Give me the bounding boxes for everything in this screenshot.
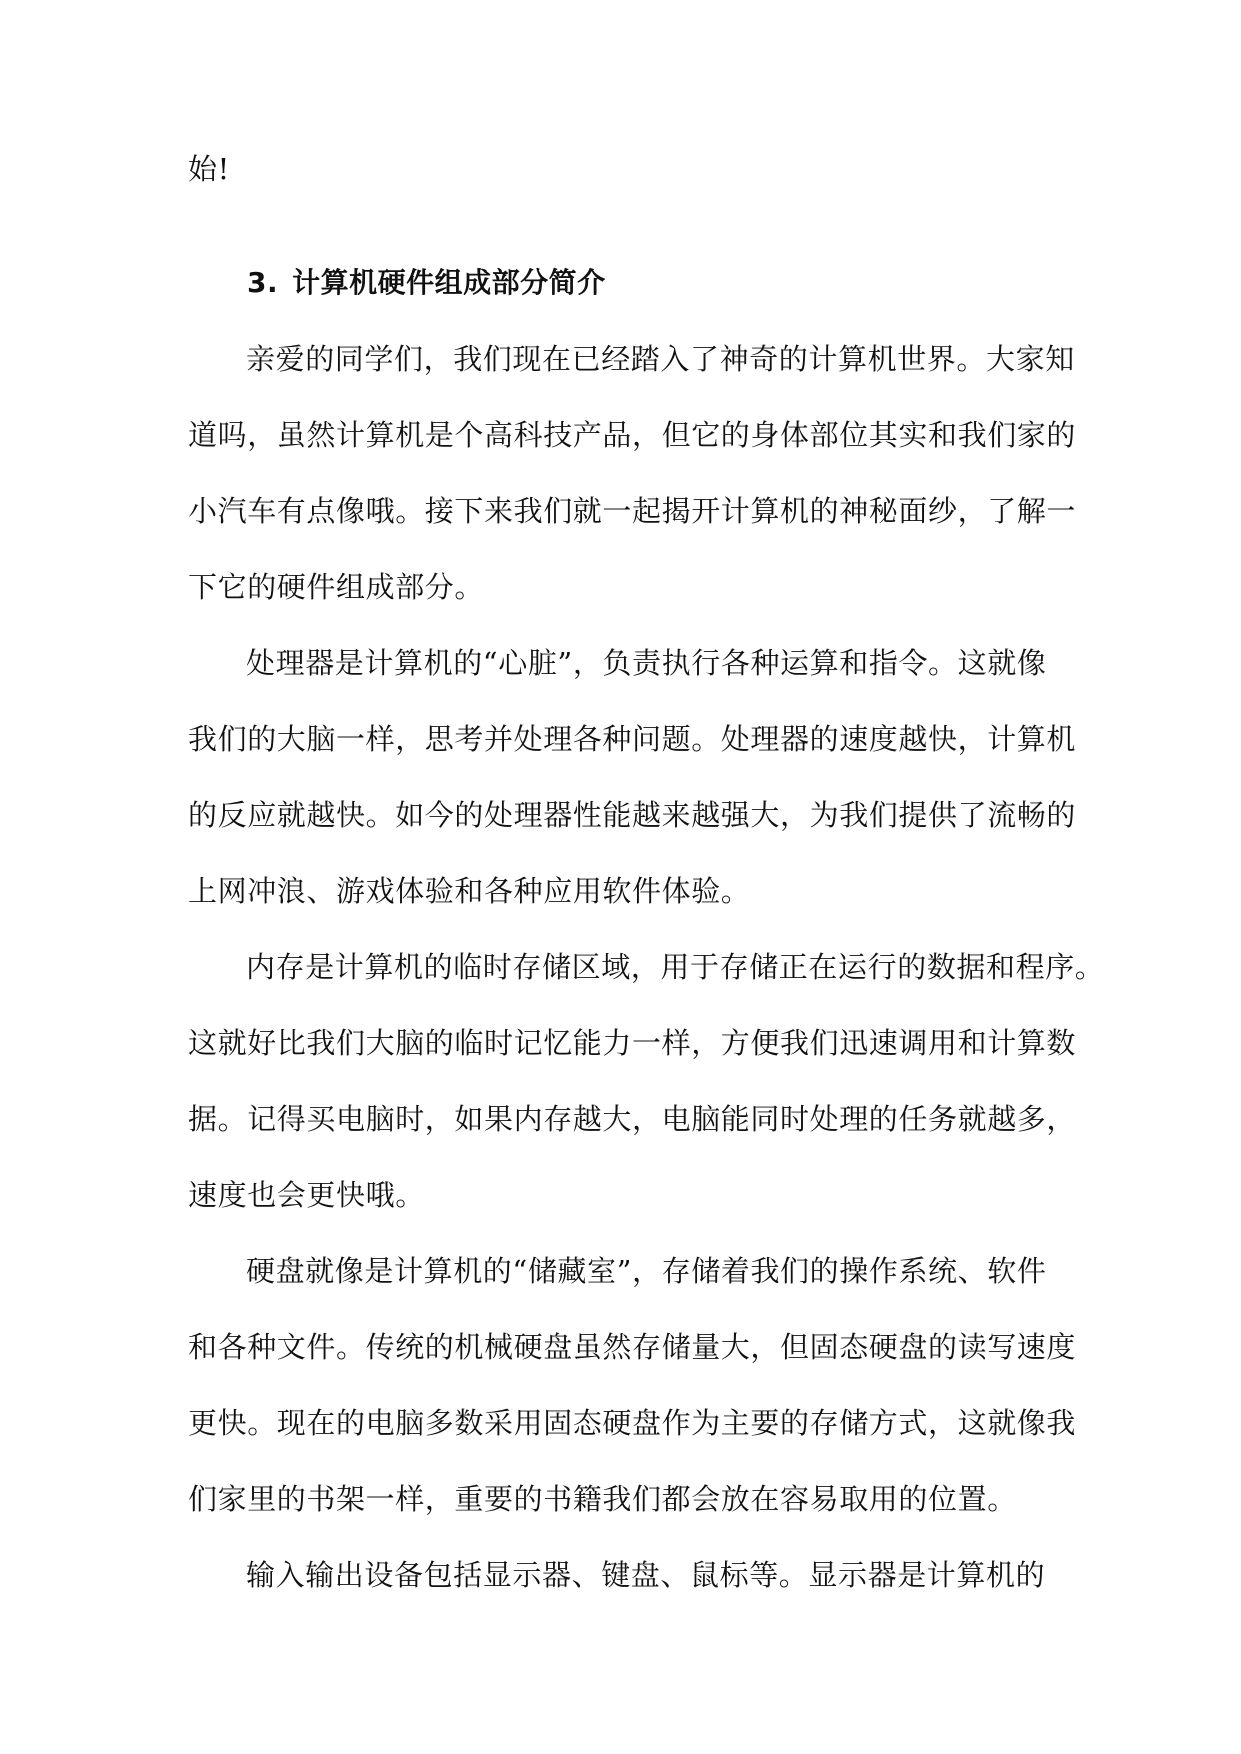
carryover-line: 始! — [188, 152, 230, 186]
paragraph-line: 们家里的书架一样，重要的书籍我们都会放在容易取用的位置。 — [188, 1482, 1017, 1516]
section-number: 3. — [247, 266, 279, 299]
paragraph-line: 更快。现在的电脑多数采用固态硬盘作为主要的存储方式，这就像我 — [188, 1406, 1077, 1440]
paragraph-first-line: 内存是计算机的临时存储区域，用于存储正在运行的数据和程序。 — [246, 950, 1105, 984]
paragraph-first-line: 亲爱的同学们，我们现在已经踏入了神奇的计算机世界。大家知 — [246, 342, 1075, 376]
paragraph-line: 道吗，虽然计算机是个高科技产品，但它的身体部位其实和我们家的 — [188, 418, 1077, 452]
paragraph-first-line: 处理器是计算机的“心脏”，负责执行各种运算和指令。这就像 — [246, 646, 1047, 680]
paragraph-line: 和各种文件。传统的机械硬盘虽然存储量大，但固态硬盘的读写速度 — [188, 1330, 1077, 1364]
page-body — [188, 146, 1105, 1613]
paragraph-line: 我们的大脑一样，思考并处理各种问题。处理器的速度越快，计算机 — [188, 722, 1077, 756]
section-heading — [188, 245, 1060, 321]
body-text — [188, 321, 1105, 1613]
paragraph-line: 小汽车有点像哦。接下来我们就一起揭开计算机的神秘面纱，了解一 — [188, 494, 1077, 528]
paragraph-line: 的反应就越快。如今的处理器性能越来越强大，为我们提供了流畅的 — [188, 798, 1077, 832]
section-title: 计算机硬件组成部分简介 — [292, 266, 606, 299]
paragraph-first-line: 输入输出设备包括显示器、键盘、鼠标等。显示器是计算机的 — [246, 1558, 1046, 1592]
paragraph-line: 上网冲浪、游戏体验和各种应用软件体验。 — [188, 874, 751, 908]
paragraph-first-line: 硬盘就像是计算机的“储藏室”，存储着我们的操作系统、软件 — [246, 1254, 1047, 1288]
paragraph-line: 据。记得买电脑时，如果内存越大，电脑能同时处理的任务就越多， — [188, 1102, 1077, 1136]
paragraph-line: 速度也会更快哦。 — [188, 1178, 425, 1212]
paragraph-line: 下它的硬件组成部分。 — [188, 570, 485, 604]
paragraph-line: 这就好比我们大脑的临时记忆能力一样，方便我们迅速调用和计算数 — [188, 1026, 1077, 1060]
